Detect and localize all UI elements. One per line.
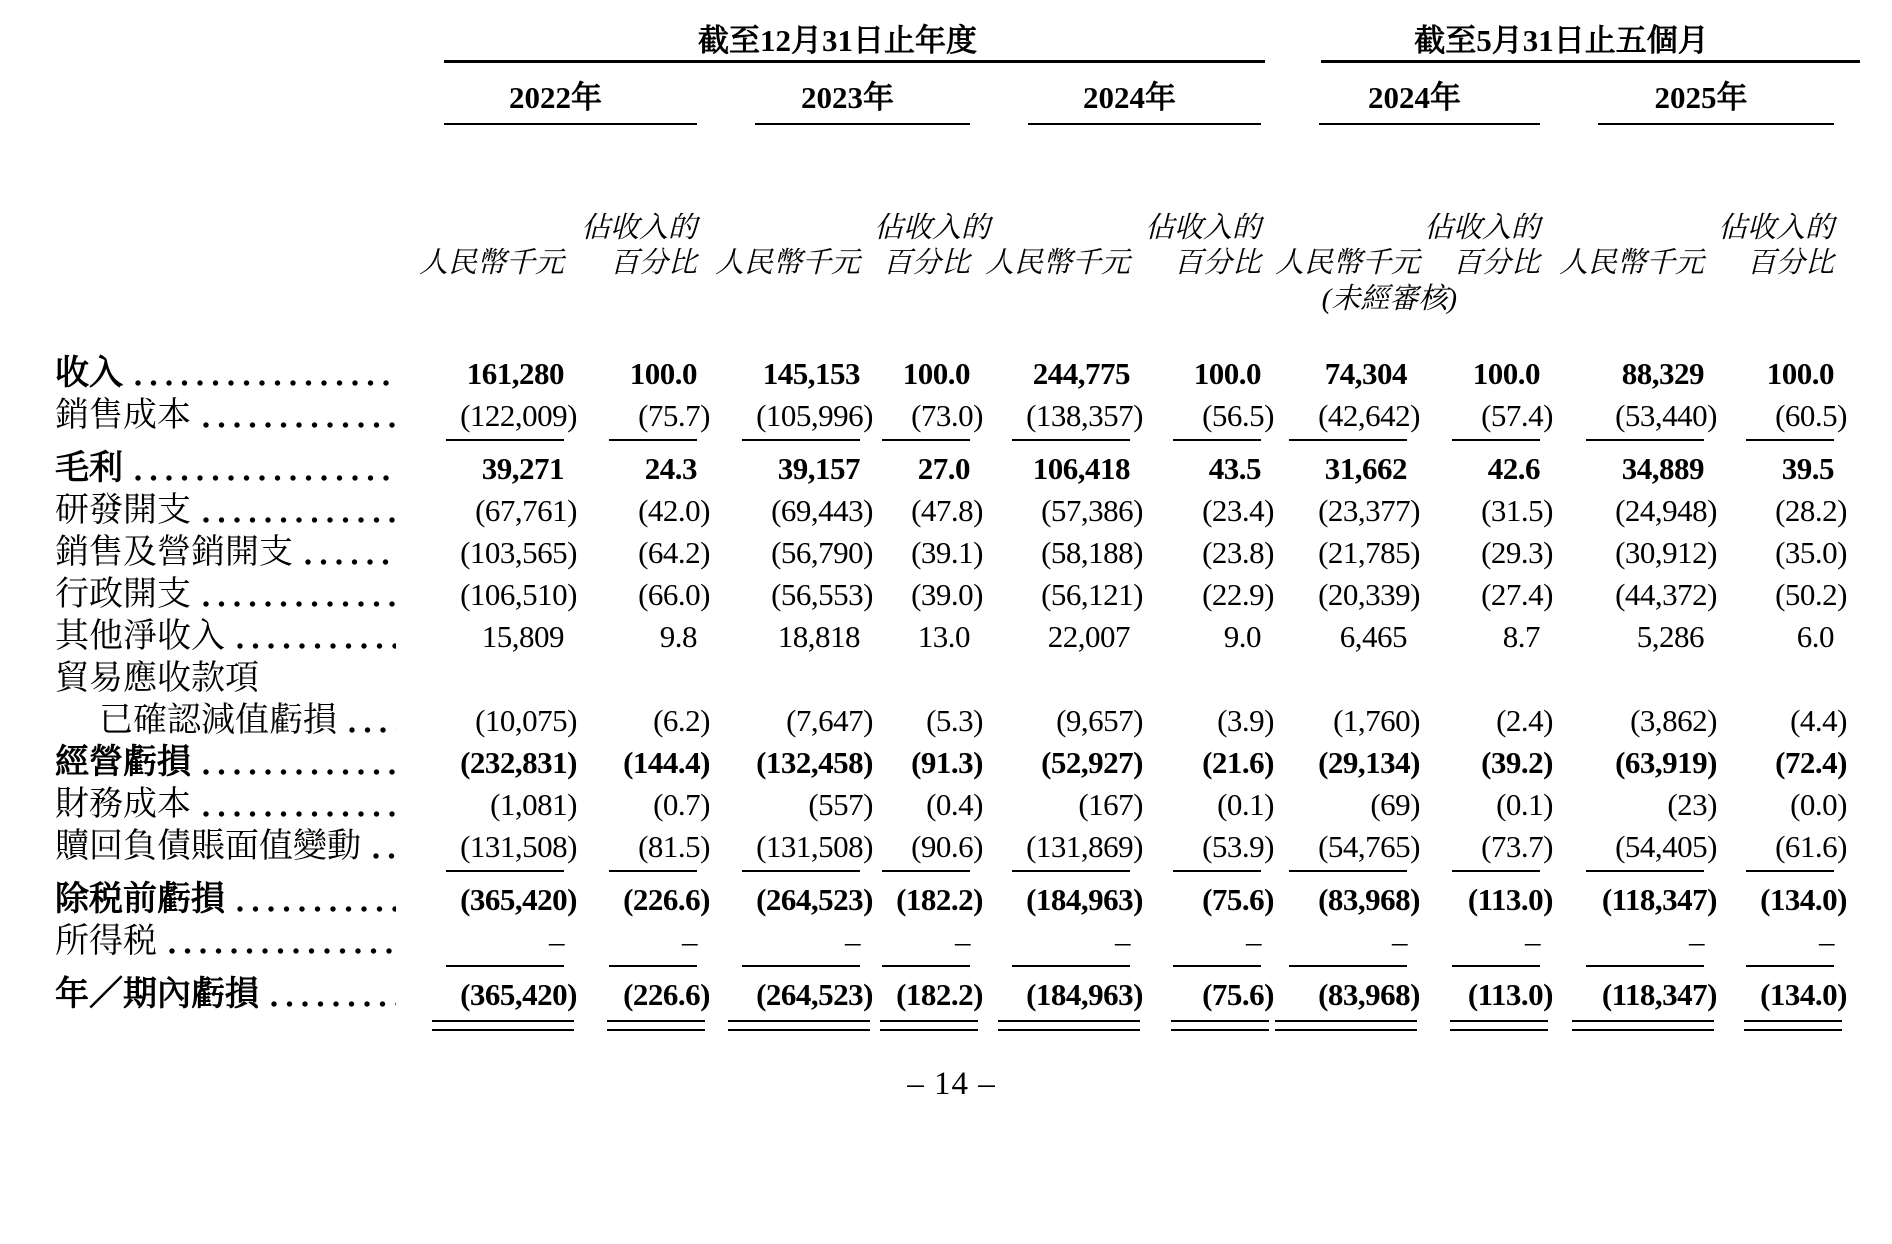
table-row bbox=[55, 395, 1848, 437]
total-double-rule bbox=[607, 1020, 705, 1031]
amount-cell: (557) bbox=[808, 787, 873, 822]
percent-cell: (42.0) bbox=[638, 493, 710, 528]
subtotal-rule bbox=[1746, 439, 1834, 441]
year-header-2022: 2022年 bbox=[509, 80, 602, 115]
percent-cell: (113.0) bbox=[1467, 882, 1553, 917]
label-column-spacer bbox=[55, 14, 400, 60]
year-rule-row bbox=[55, 123, 1848, 133]
amount-cell: (83,968) bbox=[1318, 977, 1420, 1012]
dot-leader bbox=[271, 1000, 396, 1008]
amount-cell: (56,121) bbox=[1041, 577, 1143, 612]
percent-cell: (226.6) bbox=[623, 977, 710, 1012]
amount-cell: (42,642) bbox=[1318, 398, 1420, 433]
row-label: 毛利 bbox=[55, 448, 400, 490]
amount-cell: (30,912) bbox=[1615, 535, 1717, 570]
table-row bbox=[55, 616, 1848, 658]
row-label: 銷售及營銷開支 bbox=[55, 532, 400, 574]
total-double-rule bbox=[1275, 1020, 1417, 1031]
percent-cell: – bbox=[1525, 924, 1540, 959]
percent-cell: (31.5) bbox=[1481, 493, 1553, 528]
period-group-title-five-months: 截至5月31日止五個月 bbox=[1414, 22, 1709, 58]
table-row bbox=[55, 826, 1848, 868]
amount-cell: 74,304 bbox=[1324, 356, 1407, 391]
amount-cell: (106,510) bbox=[460, 577, 577, 612]
percent-cell: (23.4) bbox=[1202, 493, 1274, 528]
amount-cell: (1,081) bbox=[490, 787, 577, 822]
amount-cell: (52,927) bbox=[1041, 745, 1143, 780]
amount-cell bbox=[1554, 658, 1718, 700]
amount-cell: (23) bbox=[1667, 787, 1717, 822]
table-row bbox=[55, 574, 1848, 616]
percent-cell: – bbox=[682, 924, 697, 959]
amount-cell: (29,134) bbox=[1318, 745, 1420, 780]
subtotal-rule bbox=[609, 439, 697, 441]
total-double-rule bbox=[432, 1020, 574, 1031]
subtotal-rule bbox=[1012, 965, 1130, 967]
dot-leader bbox=[203, 810, 396, 818]
amount-cell: 39,271 bbox=[481, 451, 564, 486]
amount-cell: 88,329 bbox=[1621, 356, 1704, 391]
subtotal-rule bbox=[446, 870, 564, 872]
row-label: 研發開支 bbox=[55, 490, 400, 532]
percent-cell: 9.8 bbox=[659, 619, 697, 654]
percent-cell: – bbox=[955, 924, 970, 959]
amount-cell: (138,357) bbox=[1026, 398, 1143, 433]
percent-cell: (134.0) bbox=[1760, 882, 1847, 917]
row-label: 已確認減值虧損 bbox=[55, 700, 400, 742]
row-label: 贖回負債賬面值變動 bbox=[55, 826, 400, 868]
amount-cell: 39,157 bbox=[777, 451, 860, 486]
table-row bbox=[55, 658, 1848, 700]
percent-cell: (81.5) bbox=[638, 829, 710, 864]
year-header-row bbox=[55, 72, 1848, 123]
amount-cell: (21,785) bbox=[1318, 535, 1420, 570]
percent-cell: 39.5 bbox=[1781, 451, 1834, 486]
amount-cell: (53,440) bbox=[1615, 398, 1717, 433]
group-rule-five-months bbox=[1321, 60, 1860, 63]
subtotal-rule bbox=[1012, 439, 1130, 441]
percent-cell: (50.2) bbox=[1775, 577, 1847, 612]
amount-cell: 22,007 bbox=[1047, 619, 1130, 654]
amount-cell bbox=[1275, 658, 1421, 700]
amount-cell: – bbox=[1392, 924, 1407, 959]
amount-cell: (20,339) bbox=[1318, 577, 1420, 612]
percent-cell: 27.0 bbox=[917, 451, 970, 486]
table-row bbox=[55, 490, 1848, 532]
year-rule bbox=[444, 123, 697, 125]
total-double-rule bbox=[1572, 1020, 1714, 1031]
amount-cell: 5,286 bbox=[1636, 619, 1704, 654]
percent-cell bbox=[1144, 658, 1275, 700]
amount-cell: – bbox=[549, 924, 564, 959]
subtotal-rule bbox=[742, 439, 860, 441]
amount-cell: (9,657) bbox=[1056, 703, 1143, 738]
amount-cell: – bbox=[845, 924, 860, 959]
single-rule-row bbox=[55, 963, 1848, 974]
percent-cell: (182.2) bbox=[896, 882, 983, 917]
percent-cell: (64.2) bbox=[638, 535, 710, 570]
percent-cell bbox=[874, 658, 984, 700]
dot-leader bbox=[203, 516, 396, 524]
subtotal-rule bbox=[609, 965, 697, 967]
amount-cell: (264,523) bbox=[756, 882, 873, 917]
table-row bbox=[55, 974, 1848, 1016]
percent-cell: (27.4) bbox=[1481, 577, 1553, 612]
amount-cell: (365,420) bbox=[460, 977, 577, 1012]
amount-cell: (69) bbox=[1370, 787, 1420, 822]
amount-cell: (264,523) bbox=[756, 977, 873, 1012]
row-label: 所得税 bbox=[55, 921, 400, 963]
col-header-percent: 佔收入的 百分比 bbox=[874, 212, 991, 279]
percent-cell: (75.7) bbox=[638, 398, 710, 433]
col-header-amount-unaudited: 人民幣千元 (未經審核) bbox=[1275, 247, 1457, 315]
percent-cell: (23.8) bbox=[1202, 535, 1274, 570]
subtotal-rule bbox=[1289, 870, 1407, 872]
year-rule bbox=[1598, 123, 1834, 125]
total-double-rule bbox=[880, 1020, 978, 1031]
percent-cell: (75.6) bbox=[1202, 882, 1274, 917]
percent-cell: (60.5) bbox=[1775, 398, 1847, 433]
percent-cell: 100.0 bbox=[629, 356, 697, 391]
unaudited-note: (未經審核) bbox=[1321, 283, 1457, 315]
table-row bbox=[55, 532, 1848, 574]
subtotal-rule bbox=[1452, 439, 1540, 441]
row-label: 其他淨收入 bbox=[55, 616, 400, 658]
subtotal-rule bbox=[1452, 870, 1540, 872]
percent-cell: 100.0 bbox=[1193, 356, 1261, 391]
subtotal-rule bbox=[1746, 870, 1834, 872]
amount-cell: 145,153 bbox=[762, 356, 860, 391]
percent-cell: 6.0 bbox=[1796, 619, 1834, 654]
subtotal-rule bbox=[1452, 965, 1540, 967]
amount-cell bbox=[400, 658, 578, 700]
percent-cell: (182.2) bbox=[896, 977, 983, 1012]
subtotal-rule bbox=[882, 870, 970, 872]
percent-cell: (21.6) bbox=[1202, 745, 1274, 780]
total-double-rule bbox=[1171, 1020, 1269, 1031]
subtotal-rule bbox=[882, 439, 970, 441]
total-double-rule bbox=[998, 1020, 1140, 1031]
table-row bbox=[55, 448, 1848, 490]
percent-cell: (66.0) bbox=[638, 577, 710, 612]
dot-leader bbox=[349, 726, 396, 734]
percent-cell: 100.0 bbox=[1472, 356, 1540, 391]
percent-cell: (0.1) bbox=[1217, 787, 1274, 822]
amount-cell: (83,968) bbox=[1318, 882, 1420, 917]
subtotal-rule bbox=[1173, 965, 1261, 967]
row-label: 除税前虧損 bbox=[55, 879, 400, 921]
percent-cell: 100.0 bbox=[902, 356, 970, 391]
table-row bbox=[55, 921, 1848, 963]
percent-cell: (22.9) bbox=[1202, 577, 1274, 612]
row-label: 銷售成本 bbox=[55, 395, 400, 437]
percent-cell: (39.0) bbox=[911, 577, 983, 612]
subtotal-rule bbox=[742, 965, 860, 967]
amount-cell: (56,553) bbox=[771, 577, 873, 612]
total-double-rule bbox=[1450, 1020, 1548, 1031]
dot-leader bbox=[135, 379, 396, 387]
percent-cell: (91.3) bbox=[911, 745, 983, 780]
amount-cell: (184,963) bbox=[1026, 882, 1143, 917]
subtotal-rule bbox=[1746, 965, 1834, 967]
col-header-amount: 人民幣千元 bbox=[418, 247, 564, 279]
table-row bbox=[55, 879, 1848, 921]
amount-cell: (232,831) bbox=[460, 745, 577, 780]
period-group-rule-row bbox=[55, 60, 1848, 72]
financial-summary-table bbox=[55, 14, 1848, 1042]
percent-cell: 13.0 bbox=[917, 619, 970, 654]
amount-cell: (67,761) bbox=[475, 493, 577, 528]
percent-cell: 8.7 bbox=[1502, 619, 1540, 654]
percent-cell: (73.0) bbox=[911, 398, 983, 433]
percent-cell: 42.6 bbox=[1487, 451, 1540, 486]
amount-cell: (118,347) bbox=[1601, 977, 1717, 1012]
table-row bbox=[55, 742, 1848, 784]
amount-cell: (44,372) bbox=[1615, 577, 1717, 612]
amount-cell: (122,009) bbox=[460, 398, 577, 433]
dot-leader bbox=[169, 947, 396, 955]
subtotal-rule bbox=[1586, 965, 1704, 967]
amount-cell: (167) bbox=[1078, 787, 1143, 822]
percent-cell: (226.6) bbox=[623, 882, 710, 917]
dot-leader bbox=[237, 905, 396, 913]
percent-cell: 9.0 bbox=[1223, 619, 1261, 654]
amount-cell: (365,420) bbox=[460, 882, 577, 917]
column-header-row bbox=[55, 133, 1848, 325]
row-label: 年／期內虧損 bbox=[55, 974, 400, 1016]
amount-cell: (131,508) bbox=[756, 829, 873, 864]
row-label: 經營虧損 bbox=[55, 742, 400, 784]
percent-cell: (53.9) bbox=[1202, 829, 1274, 864]
percent-cell: (56.5) bbox=[1202, 398, 1274, 433]
percent-cell: (2.4) bbox=[1496, 703, 1553, 738]
percent-cell: – bbox=[1819, 924, 1834, 959]
subtotal-rule bbox=[1586, 439, 1704, 441]
amount-cell: (3,862) bbox=[1630, 703, 1717, 738]
percent-cell: (28.2) bbox=[1775, 493, 1847, 528]
amount-cell: (103,565) bbox=[460, 535, 577, 570]
amount-cell: (131,869) bbox=[1026, 829, 1143, 864]
percent-cell bbox=[1421, 658, 1554, 700]
percent-cell: (35.0) bbox=[1775, 535, 1847, 570]
double-rule-row bbox=[55, 1016, 1848, 1042]
year-rule bbox=[1028, 123, 1261, 125]
dot-leader bbox=[203, 768, 396, 776]
row-label: 收入 bbox=[55, 353, 400, 395]
percent-cell: 100.0 bbox=[1766, 356, 1834, 391]
amount-cell: (1,760) bbox=[1333, 703, 1420, 738]
percent-cell: (90.6) bbox=[911, 829, 983, 864]
percent-cell bbox=[578, 658, 711, 700]
percent-cell: (61.6) bbox=[1775, 829, 1847, 864]
amount-cell: 244,775 bbox=[1032, 356, 1130, 391]
percent-cell: (29.3) bbox=[1481, 535, 1553, 570]
percent-cell: (47.8) bbox=[911, 493, 983, 528]
year-header-2024: 2024年 bbox=[1083, 80, 1176, 115]
row-label: 行政開支 bbox=[55, 574, 400, 616]
amount-cell: (184,963) bbox=[1026, 977, 1143, 1012]
dot-leader bbox=[203, 600, 396, 608]
amount-cell: (10,075) bbox=[475, 703, 577, 738]
percent-cell: (5.3) bbox=[926, 703, 983, 738]
subtotal-rule bbox=[446, 965, 564, 967]
amount-cell: 31,662 bbox=[1324, 451, 1407, 486]
single-rule-row bbox=[55, 868, 1848, 879]
col-header-percent: 佔收入的 百分比 bbox=[1423, 212, 1540, 279]
subtotal-rule bbox=[1173, 870, 1261, 872]
subtotal-rule bbox=[882, 965, 970, 967]
amount-cell bbox=[711, 658, 874, 700]
amount-cell: – bbox=[1115, 924, 1130, 959]
percent-cell: (144.4) bbox=[623, 745, 710, 780]
amount-cell: (63,919) bbox=[1615, 745, 1717, 780]
percent-cell: 24.3 bbox=[644, 451, 697, 486]
amount-cell: (54,765) bbox=[1318, 829, 1420, 864]
amount-cell: (131,508) bbox=[460, 829, 577, 864]
amount-cell: (24,948) bbox=[1615, 493, 1717, 528]
subtotal-rule bbox=[742, 870, 860, 872]
row-label: 財務成本 bbox=[55, 784, 400, 826]
percent-cell: (4.4) bbox=[1790, 703, 1847, 738]
year-rule bbox=[1319, 123, 1540, 125]
percent-cell: (113.0) bbox=[1467, 977, 1553, 1012]
amount-cell: – bbox=[1689, 924, 1704, 959]
percent-cell: – bbox=[1246, 924, 1261, 959]
amount-cell: 161,280 bbox=[466, 356, 564, 391]
dot-leader bbox=[305, 558, 396, 566]
amount-cell: 106,418 bbox=[1032, 451, 1130, 486]
year-header-2025-may: 2025年 bbox=[1654, 80, 1748, 115]
amount-cell: (7,647) bbox=[786, 703, 873, 738]
col-header-amount: 人民幣千元 bbox=[984, 247, 1130, 279]
period-group-row bbox=[55, 14, 1848, 60]
percent-cell: (39.1) bbox=[911, 535, 983, 570]
page-number: – 14 – bbox=[907, 1066, 996, 1102]
table-row bbox=[55, 353, 1848, 395]
dot-leader bbox=[237, 642, 396, 650]
total-double-rule bbox=[1744, 1020, 1842, 1031]
percent-cell: (57.4) bbox=[1481, 398, 1553, 433]
col-header-amount: 人民幣千元 bbox=[714, 247, 860, 279]
amount-cell: 15,809 bbox=[481, 619, 564, 654]
subtotal-rule bbox=[609, 870, 697, 872]
amount-cell: (23,377) bbox=[1318, 493, 1420, 528]
percent-cell: (0.7) bbox=[653, 787, 710, 822]
col-header-amount: 人民幣千元 bbox=[1558, 247, 1704, 279]
percent-cell: (0.4) bbox=[926, 787, 983, 822]
dot-leader bbox=[203, 421, 396, 429]
row-label: 貿易應收款項 bbox=[55, 660, 259, 697]
amount-cell: 18,818 bbox=[777, 619, 860, 654]
percent-cell bbox=[1718, 658, 1848, 700]
amount-cell: (56,790) bbox=[771, 535, 873, 570]
dot-leader bbox=[135, 474, 396, 482]
percent-cell: (134.0) bbox=[1760, 977, 1847, 1012]
subtotal-rule bbox=[1012, 870, 1130, 872]
percent-cell: (72.4) bbox=[1775, 745, 1847, 780]
amount-cell: (105,996) bbox=[756, 398, 873, 433]
subtotal-rule bbox=[446, 439, 564, 441]
subtotal-rule bbox=[1586, 870, 1704, 872]
group-rule-annual bbox=[444, 60, 1265, 63]
amount-cell: (132,458) bbox=[756, 745, 873, 780]
percent-cell: (3.9) bbox=[1217, 703, 1274, 738]
amount-cell: 6,465 bbox=[1339, 619, 1407, 654]
single-rule-row bbox=[55, 437, 1848, 448]
table-row bbox=[55, 784, 1848, 826]
subtotal-rule bbox=[1289, 439, 1407, 441]
col-header-percent: 佔收入的 百分比 bbox=[1144, 212, 1261, 279]
amount-cell: (69,443) bbox=[771, 493, 873, 528]
period-group-title-annual: 截至12月31日止年度 bbox=[698, 22, 977, 58]
year-header-2024-may: 2024年 bbox=[1368, 80, 1461, 115]
percent-cell: (75.6) bbox=[1202, 977, 1274, 1012]
dot-leader bbox=[373, 852, 396, 860]
amount-cell: (57,386) bbox=[1041, 493, 1143, 528]
year-rule bbox=[755, 123, 970, 125]
table-body bbox=[55, 353, 1848, 1042]
year-header-2023: 2023年 bbox=[801, 80, 894, 115]
percent-cell: 43.5 bbox=[1208, 451, 1261, 486]
subtotal-rule bbox=[1289, 965, 1407, 967]
percent-cell: (73.7) bbox=[1481, 829, 1553, 864]
percent-cell: (0.0) bbox=[1790, 787, 1847, 822]
col-header-percent: 佔收入的 百分比 bbox=[1718, 212, 1835, 279]
amount-cell bbox=[984, 658, 1144, 700]
table-row bbox=[55, 700, 1848, 742]
total-double-rule bbox=[728, 1020, 870, 1031]
percent-cell: (39.2) bbox=[1481, 745, 1553, 780]
amount-cell: 34,889 bbox=[1621, 451, 1704, 486]
col-header-percent: 佔收入的 百分比 bbox=[580, 212, 697, 279]
amount-cell: (58,188) bbox=[1041, 535, 1143, 570]
amount-cell: (54,405) bbox=[1615, 829, 1717, 864]
subtotal-rule bbox=[1173, 439, 1261, 441]
percent-cell: (6.2) bbox=[653, 703, 710, 738]
percent-cell: (0.1) bbox=[1496, 787, 1553, 822]
amount-cell: (118,347) bbox=[1601, 882, 1717, 917]
